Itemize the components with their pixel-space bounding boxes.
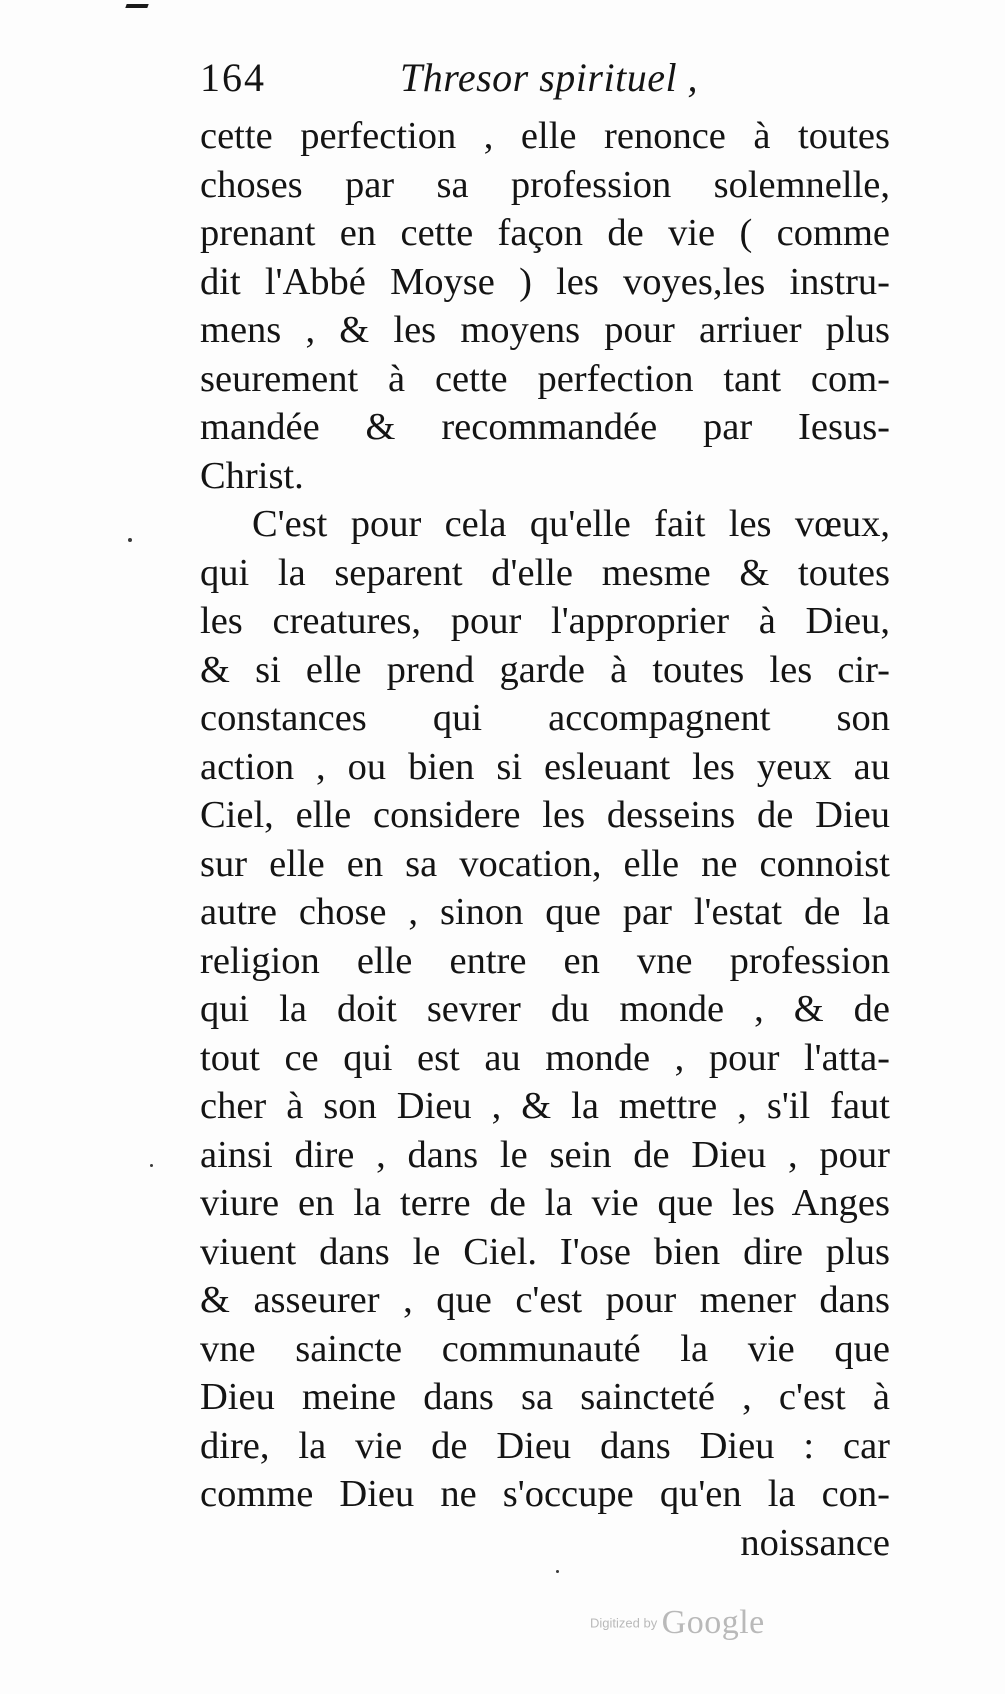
text-line: seurement à cette perfection tant com- [200, 357, 890, 400]
page-number: 164 [200, 55, 266, 100]
text-line: constances qui accompagnent son [200, 697, 890, 739]
text-line: autre chose , sinon que par l'estat de la [200, 891, 890, 933]
body-text [200, 112, 890, 1567]
text-line: mandée & recommandée par Iesus- [200, 406, 890, 448]
text-line: dit l'Abbé Moyse ) les voyes,les instru- [200, 260, 890, 303]
text-line: les creatures, pour l'approprier à Dieu, [200, 600, 890, 642]
text-line: comme Dieu ne s'occupe qu'en la con- [200, 1473, 890, 1515]
text-line: dire, la vie de Dieu dans Dieu : car [200, 1424, 890, 1467]
ink-speck [128, 538, 132, 542]
text-line: religion elle entre en vne profession [200, 939, 890, 982]
google-logo-text: Google [661, 1604, 765, 1641]
text-line: cette perfection , elle renonce à toutes [200, 115, 890, 157]
paragraph-end-line: Christ. [200, 454, 304, 497]
catchword: noissance [740, 1521, 890, 1564]
running-title: Thresor spirituel , [400, 55, 699, 100]
text-line: mens , & les moyens pour arriuer plus [200, 309, 890, 351]
text-line: prenant en cette façon de vie ( comme [200, 212, 890, 254]
running-head [200, 54, 720, 106]
text-line: viure en la terre de la vie que les Anges [200, 1182, 890, 1224]
watermark-prefix: Digitized by [590, 1615, 658, 1631]
digitized-by-google-watermark [590, 1604, 765, 1644]
ink-speck [150, 1164, 153, 1167]
text-line: choses par sa profession solemnelle, [200, 163, 890, 206]
ink-speck [556, 1570, 559, 1573]
text-line: Dieu meine dans sa saincteté , c'est à [200, 1376, 890, 1418]
text-line: qui la doit sevrer du monde , & de [200, 988, 890, 1030]
text-line: & si elle prend garde à toutes les cir- [200, 648, 890, 691]
text-line: cher à son Dieu , & la mettre , s'il faut [200, 1085, 890, 1127]
text-line: qui la separent d'elle mesme & toutes [200, 551, 890, 594]
text-line: Ciel, elle considere les desseins de Dieu [200, 794, 890, 836]
ink-mark [125, 4, 148, 8]
text-line: viuent dans le Ciel. I'ose bien dire plus [200, 1230, 890, 1273]
text-line: ainsi dire , dans le sein de Dieu , pour [200, 1133, 890, 1176]
text-line: vne saincte communauté la vie que [200, 1327, 890, 1370]
text-line: & asseurer , que c'est pour mener dans [200, 1279, 890, 1321]
text-line: tout ce qui est au monde , pour l'atta- [200, 1036, 890, 1079]
text-line: action , ou bien si esleuant les yeux au [200, 745, 890, 788]
paragraph-start-line: C'est pour cela qu'elle fait les vœux, [252, 503, 890, 545]
text-line: sur elle en sa vocation, elle ne connoist [200, 842, 890, 885]
